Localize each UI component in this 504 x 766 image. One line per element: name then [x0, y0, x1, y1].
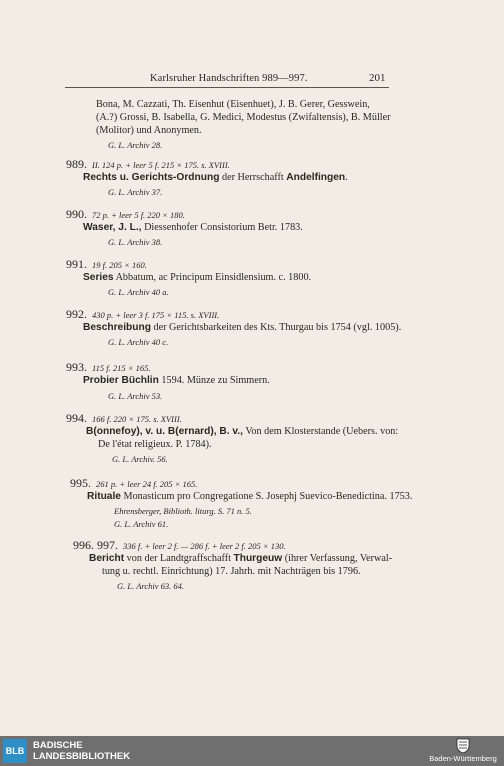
- entry-title: [83, 322, 401, 334]
- entry-title-bold: Beschreibung: [83, 322, 151, 333]
- entry-ref: G. L. Archiv. 56.: [112, 454, 168, 464]
- state-logo[interactable]: [428, 738, 498, 766]
- entry-title-text: .: [345, 172, 348, 183]
- entry-title-text: der Herrschafft: [219, 172, 287, 183]
- entry-description: 336 f. + leer 2 f. — 286 f. + leer 2 f. 205 × 130.: [123, 541, 286, 551]
- entry-title-bold: Thurgeuw: [233, 553, 283, 564]
- entry-ref: G. L. Archiv 38.: [108, 237, 163, 247]
- library-name[interactable]: [33, 740, 130, 762]
- entry-title: [86, 426, 398, 438]
- entry-description: 19 f. 205 × 160.: [92, 260, 147, 270]
- entry-ref: G. L. Archiv 37.: [108, 187, 163, 197]
- entry-title-continued: De l'état religieux. P. 1784).: [98, 439, 212, 450]
- entry-ref: G. L. Archiv 40 a.: [108, 287, 169, 297]
- entry-title: [83, 222, 303, 234]
- library-name-line: BADISCHE: [33, 740, 83, 751]
- entry-title: [87, 491, 412, 503]
- entry-header: [66, 308, 219, 322]
- entry-number: 989.: [66, 157, 87, 171]
- intro-line: (Molitor) und Anonymen.: [96, 125, 202, 136]
- entry-title-bold: Andelfingen: [286, 172, 346, 183]
- entry-number: 991.: [66, 257, 87, 271]
- entry-extra-ref: Ehrensberger, Biblioth. liturg. S. 71 n. 5.: [114, 506, 252, 516]
- entry-title-bold: Series: [83, 272, 114, 283]
- entry-title-bold: Probier Büchlin: [83, 375, 159, 386]
- footer-bar: [0, 736, 504, 766]
- entry-header: [70, 477, 197, 491]
- page-number: 201: [369, 72, 386, 84]
- entry-title-text: Abbatum, ac Principum Einsidlensium. c. 1800.: [113, 272, 312, 283]
- entry-title-bold: Bericht: [89, 553, 125, 564]
- entry-ref: G. L. Archiv 61.: [114, 519, 169, 529]
- crest-icon: [456, 738, 470, 754]
- entry-number: 995.: [70, 476, 91, 490]
- entry-ref: G. L. Archiv 53.: [108, 391, 163, 401]
- header-rule: [65, 87, 389, 88]
- entry-number: 992.: [66, 307, 87, 321]
- entry-title-text: Diessenhofer Consistorium Betr. 1783.: [141, 222, 303, 233]
- entry-description: 430 p. + leer 3 f. 175 × 115. s. XVIII.: [92, 310, 220, 320]
- entry-header: [66, 361, 150, 375]
- entry-title: [83, 375, 270, 387]
- entry-number: 996. 997.: [73, 538, 118, 552]
- intro-ref: G. L. Archiv 28.: [108, 140, 163, 150]
- entry-header: [66, 412, 182, 426]
- entry-description: 261 p. + leer 24 f. 205 × 165.: [96, 479, 198, 489]
- entry-title: [83, 172, 348, 184]
- entry-title-text: 1594. Münze zu Simmern.: [158, 375, 270, 386]
- entry-title-text: Von dem Klosterstande (Uebers. von:: [242, 426, 399, 437]
- entry-ref: G. L. Archiv 63. 64.: [117, 581, 185, 591]
- entry-title-bold: Rituale: [87, 491, 121, 502]
- entry-number: 993.: [66, 360, 87, 374]
- entry-description: 72 p. + leer 5 f. 220 × 180.: [92, 210, 185, 220]
- entry-description: II. 124 p. + leer 5 f. 215 × 175. s. XVIII.: [92, 160, 230, 170]
- entry-number: 994.: [66, 411, 87, 425]
- intro-line: Bona, M. Cazzati, Th. Eisenhut (Eisenhuet), J. B. Gerer, Gesswein,: [96, 99, 370, 110]
- entry-title-bold: Rechts u. Gerichts-Ordnung: [83, 172, 220, 183]
- entry-title-text: von der Landtgraffschafft: [124, 553, 234, 564]
- running-header: Karlsruher Handschriften 989—997.: [150, 73, 308, 84]
- entry-title: [83, 272, 311, 284]
- entry-title-text: Monasticum pro Congregatione S. Josephj Suevico-Benedictina. 1753.: [120, 491, 413, 502]
- entry-header: [66, 258, 147, 272]
- entry-header: [66, 208, 185, 222]
- entry-description: 115 f. 215 × 165.: [92, 363, 151, 373]
- entry-description: 166 f. 220 × 175. s. XVIII.: [92, 414, 182, 424]
- entry-title-text: (ihrer Verfassung, Verwal-: [282, 553, 393, 564]
- entry-header: [73, 539, 286, 553]
- intro-line: (A.?) Grossi, B. Isabella, G. Medici, Modestus (Zwifaltensis), B. Müller: [96, 112, 391, 123]
- entry-header: [66, 158, 230, 172]
- entry-title-text: der Gerichtsbarkeiten des Kts. Thurgau bis 1754 (vgl. 1005).: [150, 322, 402, 333]
- library-name-line: LANDESBIBLIOTHEK: [33, 751, 131, 762]
- blb-logo[interactable]: BLB: [3, 739, 27, 763]
- entry-title: [89, 553, 392, 565]
- entry-title-bold: B(onnefoy), v. u. B(ernard), B. v.,: [86, 426, 243, 437]
- entry-number: 990.: [66, 207, 87, 221]
- state-name: Baden-Württemberg: [429, 754, 497, 763]
- entry-title-bold: Waser, J. L.,: [83, 222, 142, 233]
- entry-title-continued: tung u. rechtl. Einrichtung) 17. Jahrh. mit Nachträgen bis 1796.: [102, 566, 361, 577]
- entry-ref: G. L. Archiv 40 c.: [108, 337, 169, 347]
